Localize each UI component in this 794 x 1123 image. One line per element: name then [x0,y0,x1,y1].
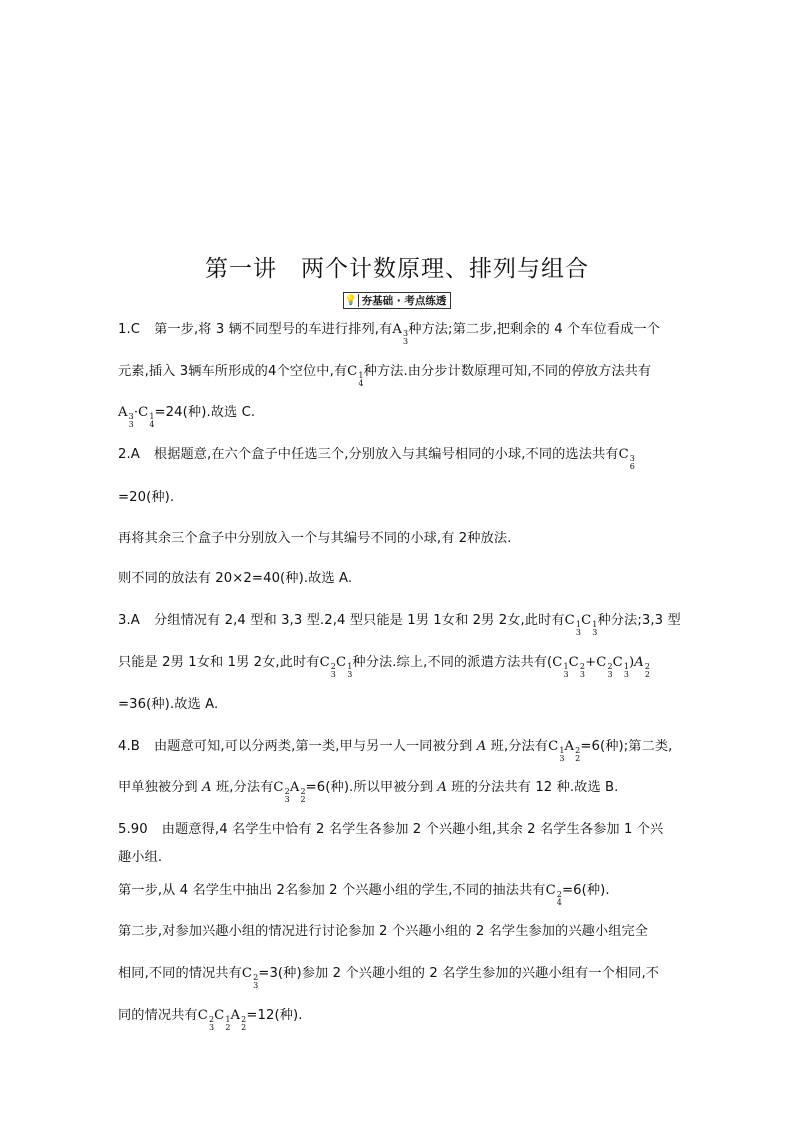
q4-line2: 甲单独被分到 A 班,分法有C 2 3 A 2 2 =6(种).所以甲被分到 A 班的分法共有 12 种.故选 B. [118,780,619,804]
math-A33: A 3 3 [392,322,409,346]
q1-head: 1.C [118,322,141,337]
math-C41: C 1 4 [347,364,364,388]
q2-line4: 则不同的放法有 20×2=40(种).故选 A. [118,571,353,586]
q1-line3: A 3 3 ·C 1 4 =24(种).故选 C. [118,405,256,429]
q2-line2: =20(种). [118,490,175,505]
math-C31-C31: C 1 3 C 1 3 [564,613,598,637]
section-badge [343,292,452,309]
q4-head: 4.B [118,739,140,754]
q1-text2: 种方法;第二步,把剩余的 4 个车位看成一个 [408,322,660,337]
q5-line6: 同的情况共有C 2 3 C 1 2 A 2 2 =12(种). [118,1008,303,1032]
q1-line1 [118,318,688,346]
q3-line1: 3.A 分组情况有 2,4 型和 3,3 型.2,4 型只能是 1男 1女和 2男 2女,此时有C 1 3 C 1 3 种分法;3,3 型 [118,613,681,637]
page-title: 第一讲 两个计数原理、排列与组合 [205,256,589,282]
section-badge-label: 夯基础 · 考点练透 [361,295,447,307]
q3-head: 3.A [118,613,140,628]
q4-line1: 4.B 由题意可知,可以分两类,第一类,甲与另一人一同被分到 A 班,分法有C 1 3 A 2 2 =6(种);第二类, [118,739,673,763]
q2-head: 2.A [118,447,140,462]
q5-line5: 相同,不同的情况共有C 2 3 =3(种)参加 2 个兴趣小组的 2 名学生参加的兴趣小组有一个相同,不 [118,966,660,990]
bulb-icon: 💡 [344,295,358,306]
q1-line2: 元素,插入 3辆车所形成的4个空位中,有C 1 4 种方法.由分步计数原理可知,不同的停放方法共有 [118,364,652,388]
math-C42: C 2 4 [545,883,562,907]
q2-line1: 2.A 根据题意,在六个盒子中任选三个,分别放入与其编号相同的小球,不同的选法共有C 3 6 [118,447,635,471]
math-A33-C41: A 3 3 ·C 1 4 [118,405,155,429]
q5-head: 5.90 [118,822,148,837]
math-C32-C21-A22: C 2 3 C 1 2 A 2 2 [197,1008,247,1032]
math-q3-sum: C 1 3 C 2 3 +C 2 3 C 1 3 )A 2 2 [552,655,651,679]
q5-line4: 第二步,对参加兴趣小组的情况进行讨论参加 2 个兴趣小组的 2 名学生参加的兴趣小组完全 [118,924,649,939]
q5-line3: 第一步,从 4 名学生中抽出 2名参加 2 个兴趣小组的学生,不同的抽法共有C 2 4 =6(种). [118,883,610,907]
math-C32: C 2 3 [241,966,259,990]
math-C32-C31: C 2 3 C 1 3 [319,655,353,679]
math-C63: C 3 6 [618,447,635,471]
section-badge-wrap [0,288,794,309]
q3-line2: 只能是 2男 1女和 1男 2女,此时有C 2 3 C 1 3 种分法.综上,不同的派遣方法共有(C 1 3 C 2 3 +C 2 3 C 1 3 )A 2 2 [118,655,651,679]
q1-text1: 第一步,将 3 辆不同型号的车进行排列,有 [154,322,393,337]
q2-line3: 再将其余三个盒子中分别放入一个与其编号不同的小球,有 2种放法. [118,531,512,546]
q5-line1: 5.90 由题意得,4 名学生中恰有 2 名学生各参加 2 个兴趣小组,其余 2 名学生各参加 1 个兴 [118,822,664,837]
q5-line2: 趣小组. [118,850,163,865]
math-C32-A22: C 2 3 A 2 2 [273,780,306,804]
math-C31-A22: C 1 3 A 2 2 [548,739,581,763]
q3-line3: =36(种).故选 A. [118,697,219,712]
